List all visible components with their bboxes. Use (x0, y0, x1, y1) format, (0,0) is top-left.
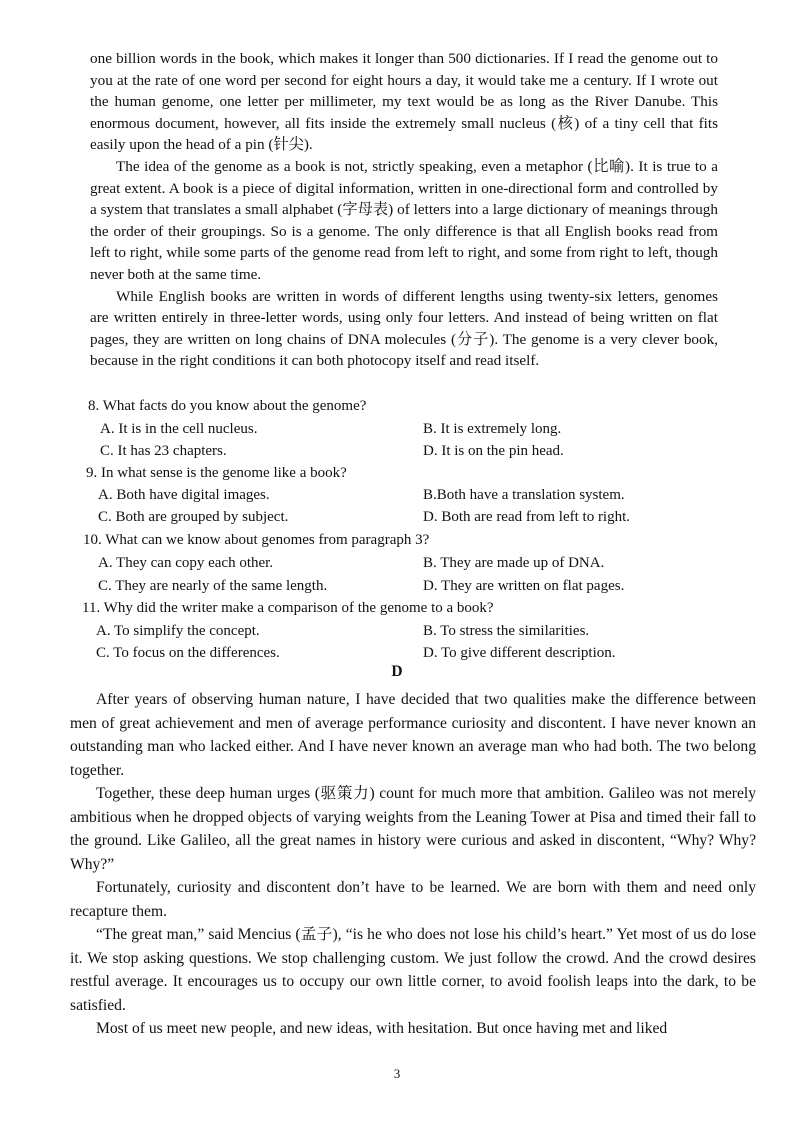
passage-d-paragraph-1: After years of observing human nature, I have decided that two qualities make the difference between men of great achievement and men of average performance curiosity and discontent. I have never known an outstanding man who lacked either. And I have never known an average man who had both. The two belong together. (70, 691, 756, 779)
question-9-option-b[interactable]: B.Both have a translation system. (423, 487, 625, 503)
question-10-option-d[interactable]: D. They are written on flat pages. (423, 578, 625, 594)
question-9-option-d[interactable]: D. Both are read from left to right. (423, 509, 631, 525)
passage-c-paragraph-3: While English books are written in words of different lengths using twenty-six letters, genomes are written entirely in three-letter words, using only four letters. And instead of being written on flat pages, they are written on long chains of DNA molecules (分子). The genome is a very clever book, because in the right conditions it can both photocopy itself and read itself. (90, 287, 718, 370)
question-10-stem: 10. What can we know about genomes from paragraph 3? (83, 532, 430, 548)
passage-c (90, 48, 718, 372)
passage-d-heading: D (391, 663, 403, 680)
question-8-option-d[interactable]: D. It is on the pin head. (423, 443, 564, 459)
question-8-option-a[interactable]: A. It is in the cell nucleus. (100, 421, 258, 437)
question-8-option-b[interactable]: B. It is extremely long. (423, 421, 562, 437)
question-11-option-b[interactable]: B. To stress the similarities. (423, 623, 590, 639)
question-9-option-c[interactable]: C. Both are grouped by subject. (98, 509, 289, 525)
passage-d-paragraph-5: Most of us meet new people, and new ideas, with hesitation. But once having met and liked (96, 1020, 668, 1037)
question-9-stem: 9. In what sense is the genome like a book? (86, 465, 347, 481)
question-8-option-c[interactable]: C. It has 23 chapters. (100, 443, 227, 459)
passage-d-paragraph-2: Together, these deep human urges (驱策力) count for much more that ambition. Galileo was not merely ambitious when he dropped objects of varying weights from the Leaning Tower at Pisa and timed their fall to the ground. Like Galileo, all the great names in history were curious and asked in discontent, “Why? Why? Why?” (70, 785, 756, 873)
passage-c-paragraph-1: one billion words in the book, which makes it longer than 500 dictionaries. If I read the genome out to you at the rate of one word per second for eight hours a day, it would take me a century. If I wrote out the human genome, one letter per millimeter, my text would be as long as the River Danube. This enormous document, however, all fits inside the extremely small nucleus (核) of a tiny cell that fits easily upon the head of a pin (针尖). (90, 50, 718, 154)
question-11-option-c[interactable]: C. To focus on the differences. (96, 645, 280, 661)
passage-c-paragraph-2: The idea of the genome as a book is not, strictly speaking, even a metaphor (比喻). It is true to a great extent. A book is a piece of digital information, written in one-directional form and controlled by a system that translates a small alphabet (字母表) of letters into a large dictionary of meanings through the order of their groupings. So is a genome. The only difference is that all English books read from left to right, while some parts of the genome read from left to right, and some from right to left, though never both at the same time. (90, 157, 718, 283)
question-10-option-a[interactable]: A. They can copy each other. (98, 555, 274, 571)
question-10-option-c[interactable]: C. They are nearly of the same length. (98, 578, 328, 594)
question-9-option-a[interactable]: A. Both have digital images. (98, 487, 270, 503)
passage-d (70, 688, 756, 1041)
page-number: 3 (393, 1066, 401, 1081)
question-8-stem: 8. What facts do you know about the genome? (88, 398, 367, 414)
question-11-option-d[interactable]: D. To give different description. (423, 645, 616, 661)
question-11-option-a[interactable]: A. To simplify the concept. (96, 623, 260, 639)
passage-d-paragraph-4: “The great man,” said Mencius (孟子), “is he who does not lose his child’s heart.” Yet most of us do lose it. We stop asking questions. We stop challenging custom. We just follow the crowd. And the crowd desires restful average. It encourages us to occupy our own little corner, to avoid foolish leaps into the dark, to be satisfied. (70, 926, 756, 1014)
passage-d-paragraph-3: Fortunately, curiosity and discontent don’t have to be learned. We are born with them and need only recapture them. (70, 879, 756, 920)
question-10-option-b[interactable]: B. They are made up of DNA. (423, 555, 605, 571)
question-11-stem: 11. Why did the writer make a comparison of the genome to a book? (82, 600, 494, 616)
